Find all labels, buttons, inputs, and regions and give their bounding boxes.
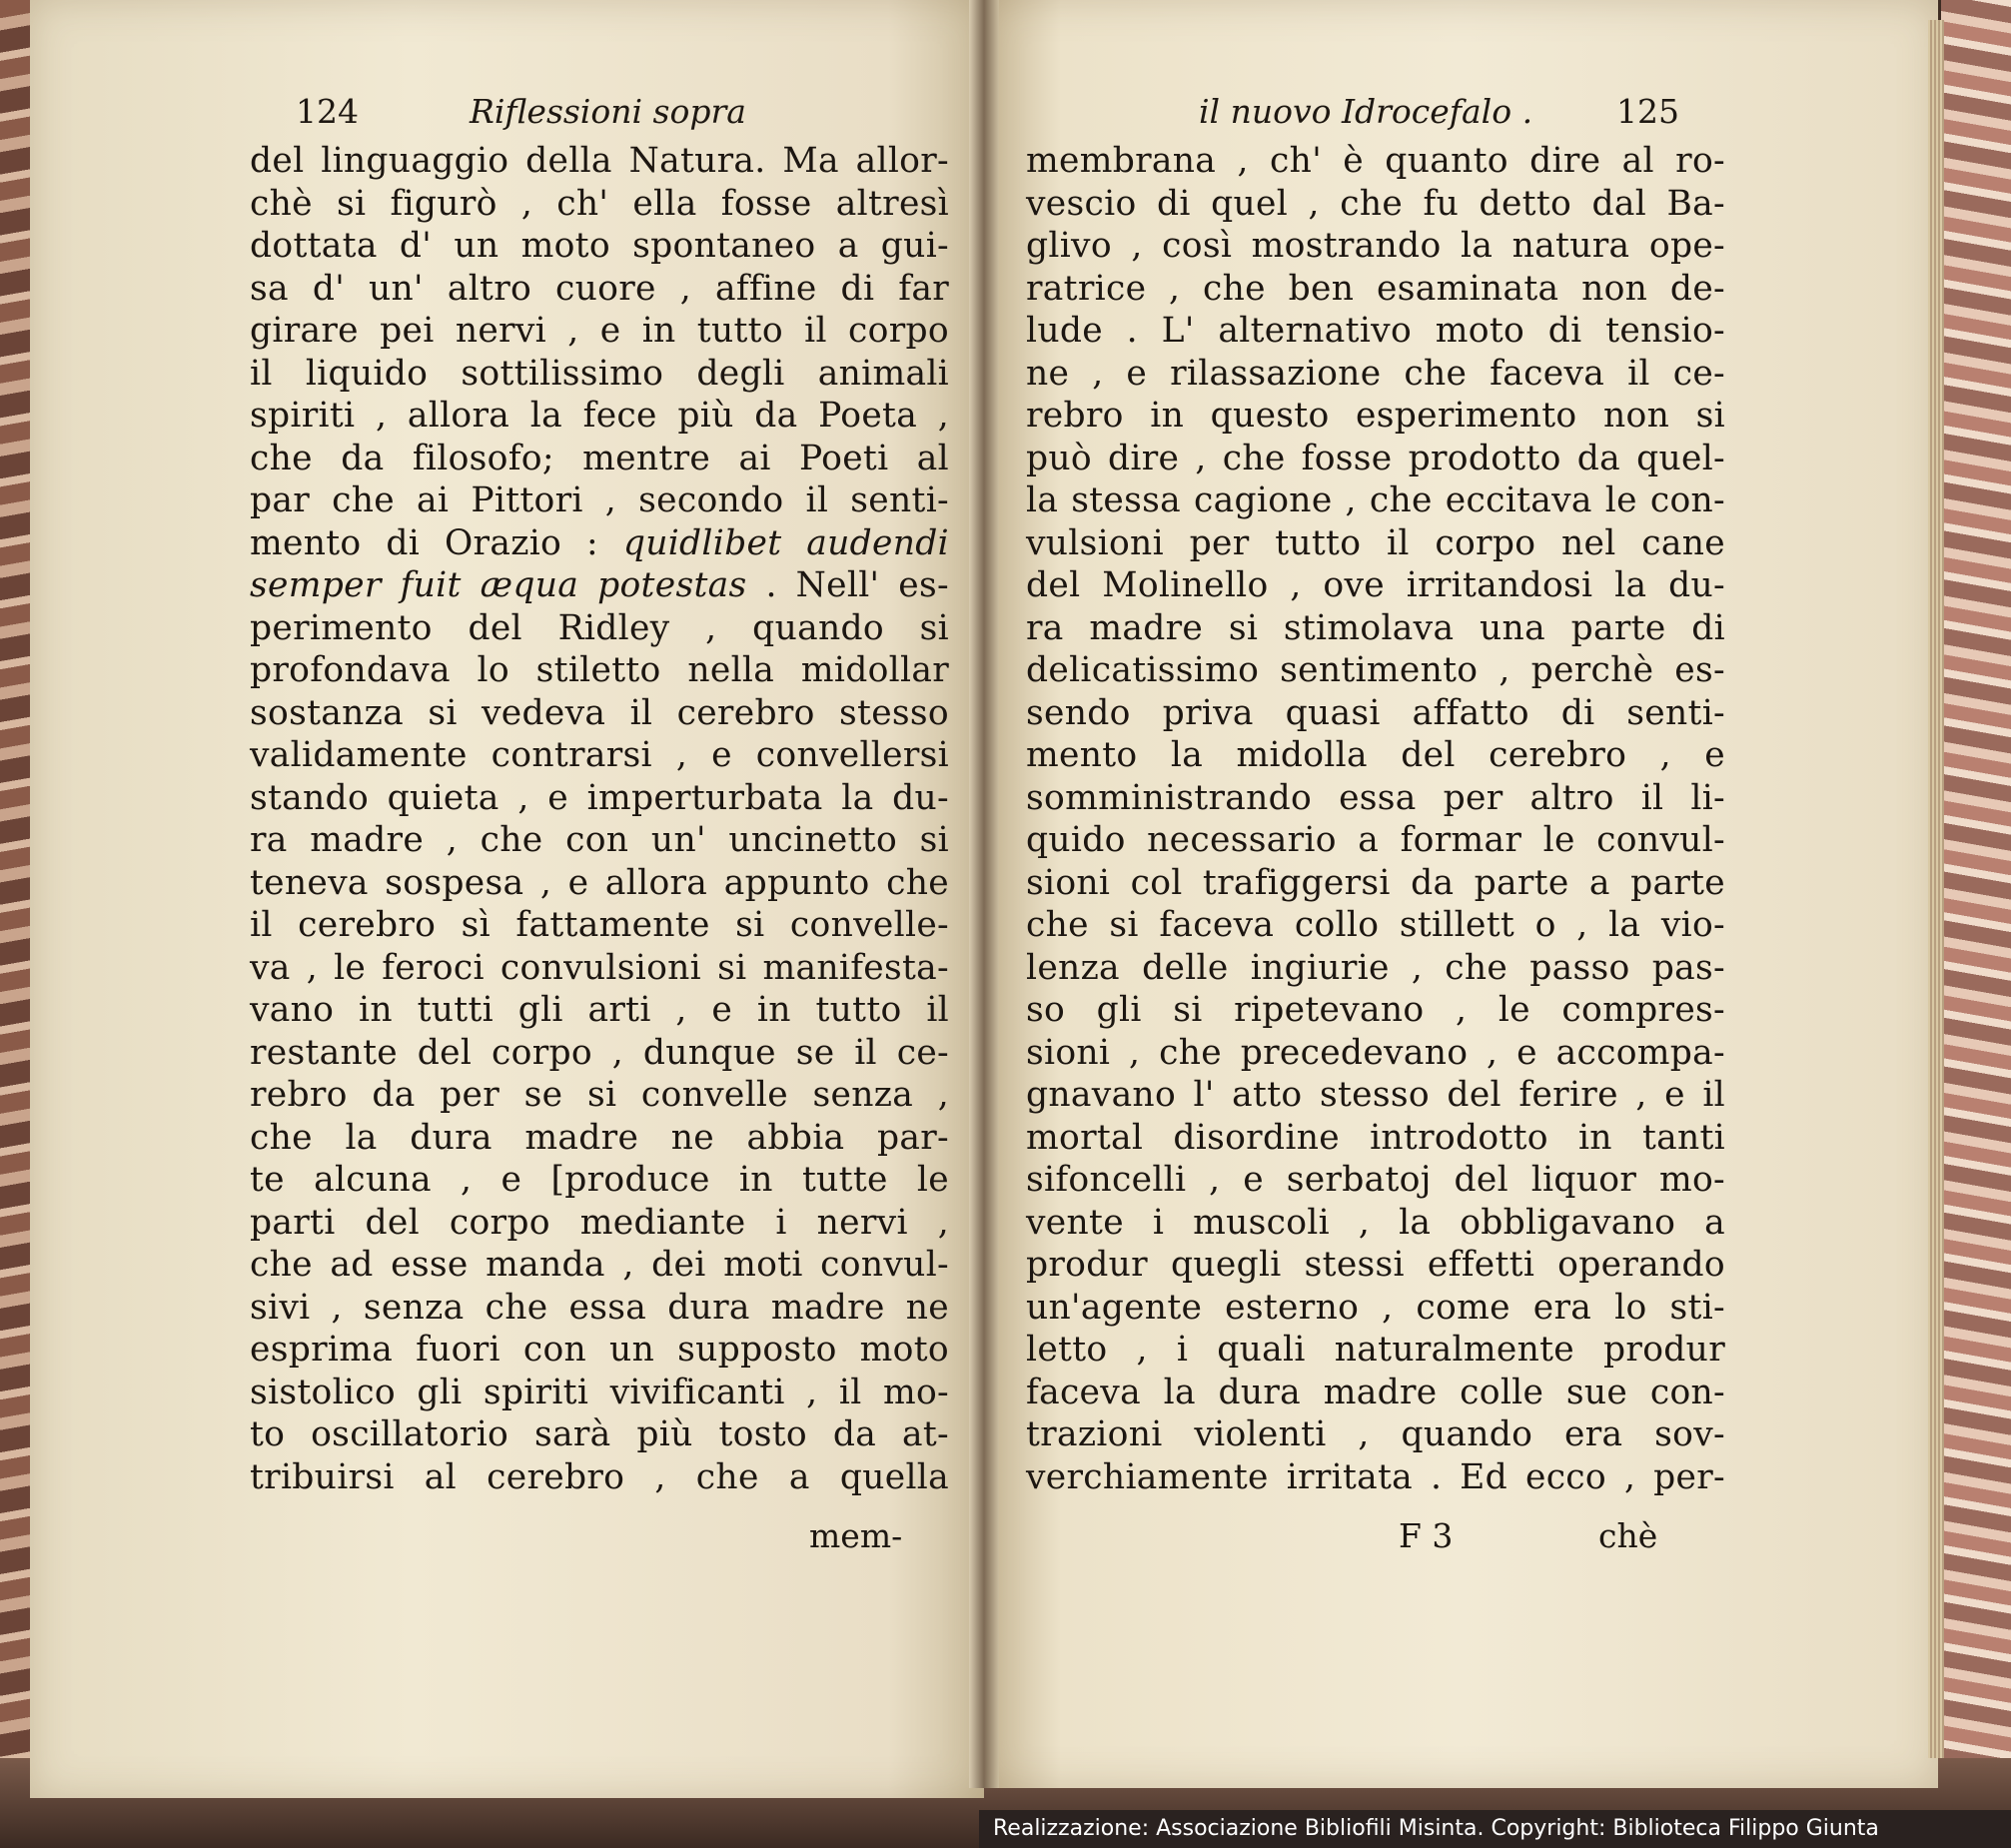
text-line: spiriti , allora la fece più da Poeta , [250, 396, 949, 436]
left-running-head: Riflessioni sopra [470, 92, 746, 131]
text-line: esprima fuori con un supposto moto [250, 1330, 949, 1370]
text-line: te alcuna , e [produce in tutte le [250, 1160, 949, 1200]
text-line: sioni col trafiggersi da parte a parte [1026, 862, 1725, 903]
text-line: sostanza si vedeva il cerebro stesso [250, 692, 949, 733]
text-segment: . Nell' es- [765, 565, 949, 605]
right-running-head: il nuovo Idrocefalo . [1199, 92, 1533, 131]
text-line: sistolico gli spiriti vivificanti , il mo- [250, 1372, 949, 1412]
text-line: to oscillatorio sarà più tosto da at- [250, 1414, 949, 1454]
text-line: lenza delle ingiurie , che passo pas- [1026, 947, 1725, 988]
text-line-latin [250, 564, 949, 607]
left-catchword: mem- [809, 1516, 903, 1555]
text-line: ra madre si stimolava una parte di [1026, 607, 1725, 648]
text-segment: mento di Orazio : [250, 522, 598, 563]
text-line: va , le feroci convulsioni si manifesta- [250, 947, 949, 988]
text-line: che la dura madre ne abbia par- [250, 1117, 949, 1158]
text-line: sioni , che precedevano , e accompa- [1026, 1032, 1725, 1073]
text-line: restante del corpo , dunque se il ce- [250, 1032, 949, 1073]
text-line-orazio [250, 522, 949, 565]
text-line: lude . L' alternativo moto di tensio- [1026, 311, 1725, 351]
text-line: gnavano l' atto stesso del ferire , e il [1026, 1075, 1725, 1115]
text-line: somministrando essa per altro il li- [1026, 777, 1725, 818]
text-line: parti del corpo mediante i nervi , [250, 1202, 949, 1243]
text-line: vente i muscoli , la obbligavano a [1026, 1202, 1725, 1243]
text-line: par che ai Pittori , secondo il senti- [250, 480, 949, 520]
left-page-text-block [250, 140, 949, 1498]
text-line: girare pei nervi , e in tutto il corpo [250, 311, 949, 351]
text-line: può dire , che fosse prodotto da quel- [1026, 438, 1725, 478]
text-line: trazioni violenti , quando era sov- [1026, 1414, 1725, 1454]
text-line: letto , i quali naturalmente produr [1026, 1330, 1725, 1370]
text-line: rebro da per se si convelle senza , [250, 1075, 949, 1115]
text-line: il cerebro sì fattamente si convelle- [250, 905, 949, 945]
text-line: profondava lo stiletto nella midollar [250, 650, 949, 690]
book-gutter [969, 0, 999, 1788]
left-page-number: 124 [296, 92, 359, 131]
text-line: validamente contrarsi , e convellersi [250, 735, 949, 775]
text-line: la stessa cagione , che eccitava le con- [1026, 480, 1725, 520]
text-line: un'agente esterno , come era lo sti- [1026, 1287, 1725, 1328]
text-line: sendo priva quasi affatto di senti- [1026, 692, 1725, 733]
signature-mark: F 3 [1399, 1516, 1454, 1555]
text-line: produr quegli stessi effetti operando [1026, 1245, 1725, 1285]
marbled-edge-right [1941, 0, 2011, 1788]
text-line: faceva la dura madre colle sue con- [1026, 1372, 1725, 1412]
text-line: so gli si ripetevano , le compres- [1026, 990, 1725, 1030]
text-line: dottata d' un moto spontaneo a gui- [250, 226, 949, 266]
text-line: glivo , così mostrando la natura ope- [1026, 226, 1725, 266]
text-line: che si faceva collo stillett o , la vio- [1026, 905, 1725, 945]
right-page-text-block [1026, 140, 1725, 1498]
text-line: ratrice , che ben esaminata non de- [1026, 268, 1725, 309]
copyright-credit-bar: Realizzazione: Associazione Bibliofili Misinta. Copyright: Biblioteca Filippo Giunta [979, 1810, 2011, 1848]
text-line: mortal disordine introdotto in tanti [1026, 1117, 1725, 1158]
text-line: del linguaggio della Natura. Ma allor- [250, 141, 949, 181]
text-line: vulsioni per tutto il corpo nel cane [1026, 522, 1725, 563]
text-line: ra madre , che con un' uncinetto si [250, 820, 949, 860]
text-line: il liquido sottilissimo degli animali [250, 353, 949, 394]
text-line: verchiamente irritata . Ed ecco , per- [1026, 1456, 1725, 1497]
right-page-number: 125 [1616, 92, 1679, 131]
text-line: che da filosofo; mentre ai Poeti al [250, 438, 949, 478]
text-line: perimento del Ridley , quando si [250, 607, 949, 648]
text-line: vescio di quel , che fu detto dal Ba- [1026, 183, 1725, 224]
text-line: chè si figurò , ch' ella fosse altresì [250, 183, 949, 224]
text-line: delicatissimo sentimento , perchè es- [1026, 650, 1725, 690]
text-line: ne , e rilassazione che faceva il ce- [1026, 353, 1725, 394]
text-line: sivi , senza che essa dura madre ne [250, 1287, 949, 1328]
text-line: sifoncelli , e serbatoj del liquor mo- [1026, 1160, 1725, 1200]
text-line: rebro in questo esperimento non si [1026, 396, 1725, 436]
latin-quote-part1: quidlibet audendi [622, 522, 949, 563]
text-line: del Molinello , ove irritandosi la du- [1026, 565, 1725, 605]
text-line: mento la midolla del cerebro , e [1026, 735, 1725, 775]
text-line: membrana , ch' è quanto dire al ro- [1026, 141, 1725, 181]
right-catchword: chè [1598, 1516, 1658, 1555]
page-fore-edge [1928, 20, 1944, 1758]
text-line: che ad esse manda , dei moti convul- [250, 1245, 949, 1285]
text-line: sa d' un' altro cuore , affine di far [250, 268, 949, 309]
text-line: tribuirsi al cerebro , che a quella [250, 1456, 949, 1497]
text-line: teneva sospesa , e allora appunto che [250, 862, 949, 903]
text-line: quido necessario a formar le convul- [1026, 820, 1725, 860]
text-line: vano in tutti gli arti , e in tutto il [250, 990, 949, 1030]
text-line: stando quieta , e imperturbata la du- [250, 777, 949, 818]
latin-quote-part2: semper fuit æqua potestas [250, 565, 747, 605]
